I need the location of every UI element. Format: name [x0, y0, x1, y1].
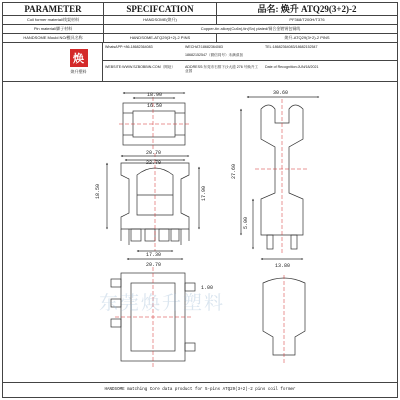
dim-front-width: 20.70: [146, 150, 162, 156]
wechat-note: 18682152547（微信同号）未满请加: [185, 53, 243, 57]
front-view: [107, 153, 199, 259]
specification-heading: SPECIFCATION: [104, 3, 217, 15]
bottom-view: [111, 267, 195, 367]
row-value: HANDSOME-ATQ29(3+2)-2 PINS: [104, 34, 217, 42]
divider: [103, 60, 397, 61]
dim-pin-gap: 1.00: [201, 285, 214, 291]
tel: TEL:18682364083/18682152547: [265, 45, 318, 49]
company-logo: [55, 43, 103, 81]
dim-height-left: 18.50: [95, 183, 101, 199]
header-row: [3, 3, 397, 16]
address: ADDRESS:东莞市石排下沙大道 276 号焕升工业园: [185, 65, 259, 73]
spec-sheet: [2, 2, 398, 398]
row-value-2: 焕升-ATQ29(3+2)-2 PINS: [284, 35, 330, 40]
dim-pin-pitch: 17.30: [146, 252, 162, 258]
dim-pin-span: 20.70: [146, 262, 162, 268]
parameter-heading: PARAMETER: [3, 3, 104, 15]
dim-pin-len: 5.00: [243, 216, 249, 229]
dim-side-inner: 13.80: [275, 263, 291, 269]
website: WEBSITE:WWW.SZBOBBIN.COM（网址）: [105, 65, 176, 69]
divider: [3, 81, 397, 82]
technical-drawing: [3, 83, 397, 381]
spec-row: [3, 34, 397, 43]
dim-height-right: 17.90: [201, 185, 207, 201]
dim-side-width: 30.60: [273, 90, 289, 96]
logo-name: 焕升塑料: [70, 69, 87, 74]
footer-note: HANDSOME matching Core data product for 5-pins ATQ29(3+2)-2 pins coil former: [3, 382, 397, 397]
whatsapp: WhatsAPP:+86-18682364083: [105, 45, 153, 49]
row-label: HANDSOME Mould NO/模具名称: [3, 34, 104, 42]
spec-row: [3, 16, 397, 25]
dim-height-total: 27.60: [231, 163, 237, 179]
row-value-2: PF368/T200H/T376: [289, 17, 325, 22]
spec-row: [3, 25, 397, 34]
recognition-date: Date of Recognition:JUN/18/2021: [265, 65, 319, 69]
logo-mark: 焕: [70, 49, 88, 67]
watermark: 东莞焕升塑料: [99, 292, 226, 314]
top-view: [119, 93, 189, 149]
row-label: Pin material/脚子材料: [3, 25, 104, 33]
side-view: [241, 97, 319, 259]
row-value: HANDSOME(焕升): [104, 16, 217, 24]
dim-front-inner: 22.70: [146, 160, 162, 166]
dim-top-inner: 16.50: [147, 103, 163, 109]
dim-top-width: 18.90: [147, 92, 163, 98]
bottom-side-view: [263, 275, 305, 363]
wechat: WECHAT:18682364083: [185, 45, 223, 49]
row-label: Coil former material/线架材料: [3, 16, 104, 24]
product-name: 品名: 焕升 ATQ29(3+2)-2: [257, 4, 357, 14]
row-value: Copper-tin allory(Cu6n),tin(Sn) plated/铜合金镀锡包铜线: [200, 26, 301, 31]
